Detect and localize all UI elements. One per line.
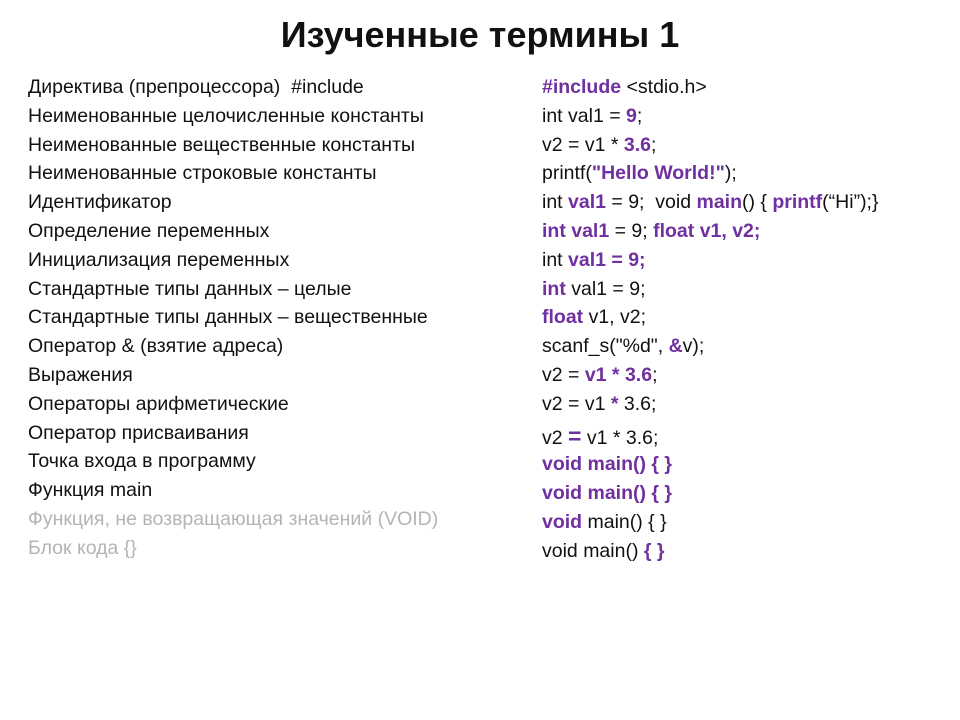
code-text: v);: [682, 335, 705, 358]
code-line: [542, 479, 952, 508]
code-highlight: int val1: [542, 219, 610, 242]
code-highlight: "Hello World!": [591, 162, 725, 185]
code-text: v1 * 3.6;: [581, 426, 659, 449]
code-text: v2 = v1 *: [542, 133, 624, 156]
term-item: Блок кода {}: [28, 536, 137, 559]
code-text: void main(): [542, 539, 644, 562]
code-text: main() { }: [582, 510, 667, 533]
code-highlight: float v1, v2;: [653, 219, 761, 242]
code-text: ;: [652, 363, 658, 386]
code-text: int val1 =: [542, 104, 627, 127]
code-text: v2: [542, 426, 569, 449]
code-highlight: { }: [643, 539, 665, 562]
code-text: printf(: [542, 162, 592, 185]
code-text: scanf_s("%d",: [542, 335, 669, 358]
code-line: [542, 246, 952, 275]
term-item: Неименованные вещественные константы: [28, 133, 416, 156]
code-line: [542, 422, 952, 451]
code-highlight: void main() { }: [542, 482, 673, 505]
code-text: val1 = 9;: [565, 277, 646, 300]
code-line: [542, 332, 952, 361]
code-highlight: *: [610, 392, 619, 415]
term-item: Оператор & (взятие адреса): [28, 335, 284, 358]
term-item: Идентификатор: [28, 191, 172, 214]
term-item: Директива (препроцессора) #include: [28, 76, 364, 98]
code-text: v1, v2;: [583, 306, 647, 329]
code-highlight: #include: [542, 76, 622, 98]
slide-title: Изученные термины 1: [280, 14, 680, 55]
code-line: [542, 131, 952, 160]
code-line: [542, 217, 952, 246]
code-text: ;: [636, 104, 643, 127]
code-highlight: &: [668, 335, 683, 358]
code-text: = 9;: [609, 219, 654, 242]
code-line: [542, 159, 952, 188]
code-text: );: [724, 162, 737, 185]
term-item: Операторы арифметические: [28, 392, 289, 415]
code-text: (“Hi”);}: [822, 191, 879, 214]
code-highlight: printf: [772, 191, 823, 214]
code-highlight: =: [568, 422, 582, 449]
code-highlight: 3.6: [623, 133, 651, 156]
code-text: ;: [650, 133, 657, 156]
code-line: [542, 390, 952, 419]
terms-list: [28, 73, 508, 563]
code-line: [542, 73, 952, 102]
term-item: Стандартные типы данных – целые: [28, 277, 352, 300]
code-line: [542, 361, 952, 390]
code-highlight: 9: [626, 104, 637, 127]
term-item: Инициализация переменных: [28, 248, 290, 271]
code-highlight: void: [542, 510, 583, 533]
term-item: Неименованные строковые константы: [28, 162, 377, 185]
code-text: 3.6;: [618, 392, 657, 415]
term-item: Неименованные целочисленные константы: [28, 104, 424, 127]
term-item: Функция, не возвращающая значений (VOID): [28, 507, 439, 530]
code-line: [542, 450, 952, 479]
code-line: [542, 102, 952, 131]
term-item: Точка входа в программу: [28, 450, 256, 473]
code-text: v2 =: [542, 363, 585, 386]
code-line: [542, 303, 952, 332]
term-item: Определение переменных: [28, 219, 270, 242]
code-text: <stdio.h>: [621, 76, 707, 98]
code-line: [542, 188, 952, 217]
code-highlight: int: [542, 277, 566, 300]
code-examples: [542, 73, 952, 566]
code-text: = 9; void: [605, 191, 697, 214]
term-item: Оператор присваивания: [28, 421, 249, 444]
code-highlight: void main() { }: [542, 453, 673, 476]
code-highlight: val1: [568, 191, 606, 214]
code-line: [542, 508, 952, 537]
term-item: Выражения: [28, 363, 133, 386]
code-highlight: v1 * 3.6: [584, 363, 653, 386]
term-item: Стандартные типы данных – вещественные: [28, 306, 428, 329]
code-highlight: main: [696, 191, 742, 214]
code-line: [542, 537, 952, 566]
code-text: v2 = v1: [542, 392, 611, 415]
code-text: int: [542, 248, 569, 271]
code-text: () {: [742, 191, 773, 214]
code-highlight: val1 = 9;: [568, 248, 646, 271]
code-line: [542, 275, 952, 304]
term-item: Функция main: [28, 479, 153, 502]
code-highlight: float: [542, 306, 584, 329]
code-text: int: [542, 191, 569, 214]
